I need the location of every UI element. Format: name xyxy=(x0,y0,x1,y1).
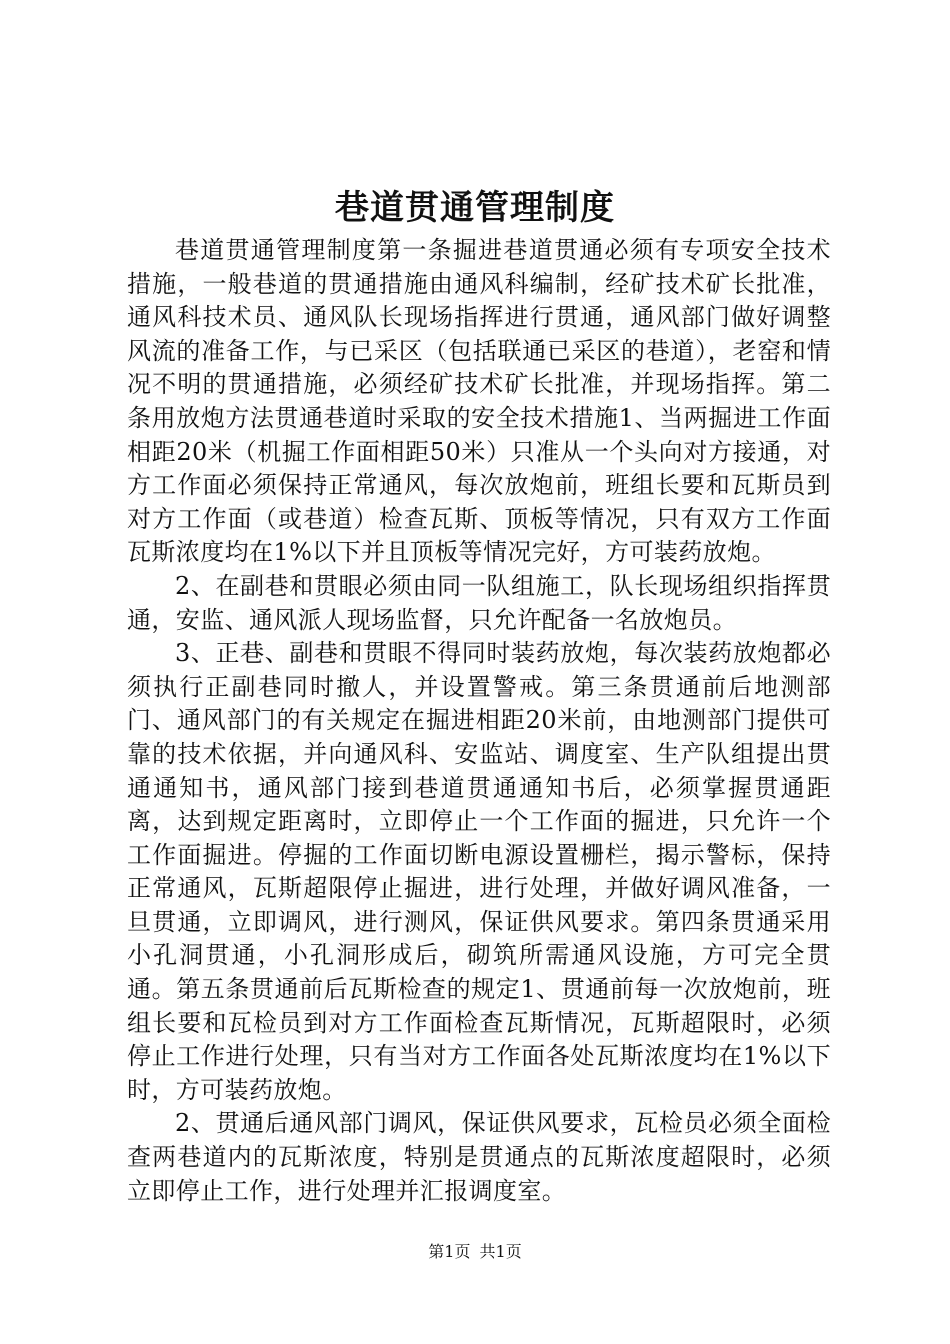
page-number: 第1页 xyxy=(428,1242,471,1261)
page-footer xyxy=(0,1240,950,1264)
paragraph-4: 2、贯通后通风部门调风，保证供风要求，瓦检员必须全面检查两巷道内的瓦斯浓度，特别是贯通点的瓦斯浓度超限时，必须立即停止工作，进行处理并汇报调度室。 xyxy=(127,1109,831,1205)
document-body xyxy=(127,234,831,1208)
page-total: 共1页 xyxy=(479,1242,522,1261)
paragraph-2: 2、在副巷和贯眼必须由同一队组施工，队长现场组织指挥贯通，安监、通风派人现场监督，只允许配备一名放炮员。 xyxy=(127,571,831,634)
document-title: 巷道贯通管理制度 xyxy=(335,188,615,228)
paragraph-3: 3、正巷、副巷和贯眼不得同时装药放炮，每次装药放炮都必须执行正副巷同时撤人，并设置警戒。第三条贯通前后地测部门、通风部门的有关规定在掘进相距20米前，由地测部门提供可靠的技术依据，并向通风科、安监站、调度室、生产队组提出贯通通知书，通风部门接到巷道贯通通知书后，必须掌握贯通距离，达到规定距离时，立即停止一个工作面的掘进，只允许一个工作面掘进。停掘的工作面切断电源设置栅栏，揭示警标，保持正常通风，瓦斯超限停止掘进，进行处理，并做好调风准备，一旦贯通，立即调风，进行测风，保证供风要求。第四条贯通采用小孔洞贯通，小孔洞形成后，砌筑所需通风设施，方可完全贯通。第五条贯通前后瓦斯检查的规定1、贯通前每一次放炮前，班组长要和瓦检员到对方工作面检查瓦斯情况，瓦斯超限时，必须停止工作进行处理，只有当对方工作面各处瓦斯浓度均在1%以下时，方可装药放炮。 xyxy=(127,639,831,1104)
paragraph-1: 巷道贯通管理制度第一条掘进巷道贯通必须有专项安全技术措施，一般巷道的贯通措施由通风科编制，经矿技术矿长批准，通风科技术员、通风队长现场指挥进行贯通，通风部门做好调整风流的准备工作，与已采区（包括联通已采区的巷道），老窑和情况不明的贯通措施，必须经矿技术矿长批准，并现场指挥。第二条用放炮方法贯通巷道时采取的安全技术措施1、当两掘进工作面相距20米（机掘工作面相距50米）只准从一个头向对方接通，对方工作面必须保持正常通风，每次放炮前，班组长要和瓦斯员到对方工作面（或巷道）检查瓦斯、顶板等情况，只有双方工作面瓦斯浓度均在1%以下并且顶板等情况完好，方可装药放炮。 xyxy=(127,236,831,567)
